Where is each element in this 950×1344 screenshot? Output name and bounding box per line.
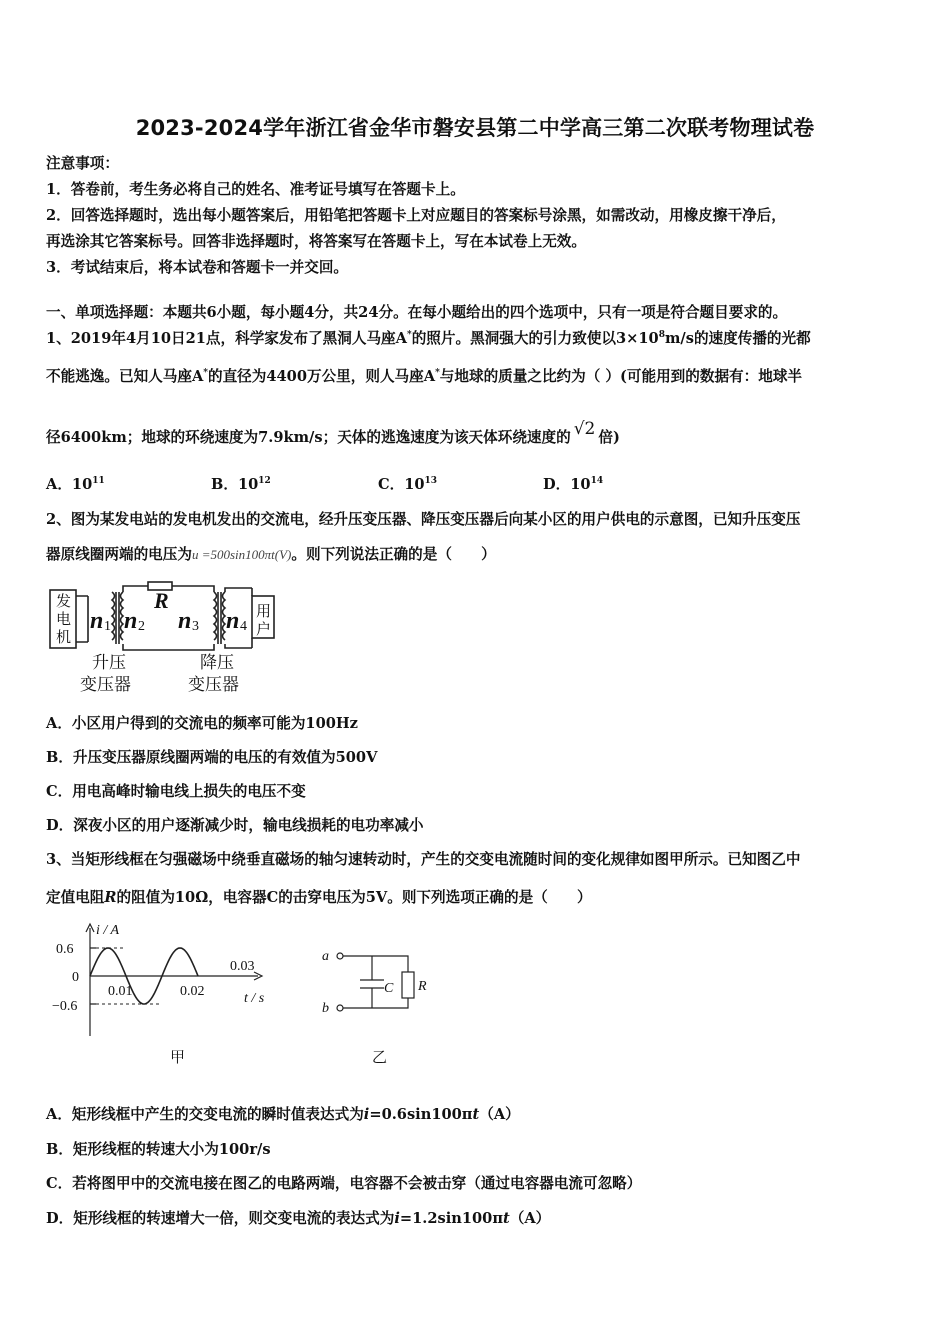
q2-option-d: D．深夜小区的用户逐渐减少时，输电线损耗的电功率减小 xyxy=(46,817,424,834)
terminal-a xyxy=(337,953,343,959)
notice-item: 再选涂其它答案标号。回答非选择题时，将答案写在答题卡上，写在本试卷上无效。 xyxy=(46,233,586,250)
x-tick-label: 0.03 xyxy=(230,959,255,974)
section-heading: 一、单项选择题：本题共6小题，每小题4分，共24分。在每小题给出的四个选项中，只有一项是符合题目要求的。 xyxy=(46,304,788,321)
n4-label: n xyxy=(226,608,240,634)
y-tick-label: 0.6 xyxy=(56,942,74,957)
label-b: b xyxy=(322,1001,329,1016)
q1-option-b: B．$10^{12}$ xyxy=(211,476,271,493)
notice-heading: 注意事项： xyxy=(46,155,119,172)
svg-text:2: 2 xyxy=(138,619,145,634)
q1-option-a: A．$10^{11}$ xyxy=(46,476,105,493)
q1-option-c: C．$10^{13}$ xyxy=(378,476,438,493)
label-a: a xyxy=(322,949,329,964)
q1-option-d: D．$10^{14}$ xyxy=(543,476,604,493)
q2-option-c: C．用电高峰时输电线上损失的电压不变 xyxy=(46,783,306,800)
label-r: R xyxy=(418,979,427,994)
x-axis-label: t / s xyxy=(244,991,265,1006)
sqrt-two: √2 xyxy=(573,419,596,439)
r-label: R xyxy=(154,588,169,613)
x-tick-label: 0.01 xyxy=(108,984,133,999)
page-title: 2023-2024学年浙江省金华市磐安县第二中学高三第二次联考物理试卷 xyxy=(135,116,815,140)
notice-item: 3．考试结束后，将本试卷和答题卡一并交回。 xyxy=(46,259,349,276)
step-down-label: 降压 xyxy=(200,653,234,672)
svg-text:1: 1 xyxy=(104,619,111,634)
y-axis-label: i / A xyxy=(96,923,120,938)
q3-line1: 3、当矩形线框在匀强磁场中绕垂直磁场的轴匀速转动时，产生的交变电流随时间的变化规律如图甲所示。已知图乙中 xyxy=(46,851,801,868)
q3-line2: 定值电阻R的阻值为10Ω，电容器C的击穿电压为5V。则下列选项正确的是（ ） xyxy=(46,889,592,906)
q2-line2: 器原线圈两端的电压为u =500sin100πt(V)。则下列说法正确的是（ ） xyxy=(46,546,496,563)
n3-label: n xyxy=(178,608,192,634)
terminal-b xyxy=(337,1005,343,1011)
q3-option-b: B．矩形线框的转速大小为100r/s xyxy=(46,1141,271,1158)
user-label: 户 xyxy=(256,622,272,638)
generator-label: 发 xyxy=(56,594,72,610)
q2-option-b: B．升压变压器原线圈两端的电压的有效值为500V xyxy=(46,749,378,766)
generator-label: 电 xyxy=(56,612,72,628)
q2-line1: 2、图为某发电站的发电机发出的交流电，经升压变压器、降压变压器后向某小区的用户供电的示意图，已知升压变压 xyxy=(46,511,801,528)
n1-label: n xyxy=(90,608,104,634)
svg-text:4: 4 xyxy=(240,619,247,634)
q3-option-d: D．矩形线框的转速增大一倍，则交变电流的表达式为i=1.2sin100πt（A） xyxy=(46,1210,551,1227)
notice-item: 2．回答选择题时，选出每小题答案后，用铅笔把答题卡上对应题目的答案标号涂黑，如需改动，用橡皮擦干净后， xyxy=(46,207,786,224)
voltage-formula: u =500sin100πt(V) xyxy=(191,547,292,562)
q1-line1: 1、2019年4月10日21点，科学家发布了黑洞人马座A*的照片。黑洞强大的引力致使以$3\times 10^8m/s$的速度传播的光都 xyxy=(46,330,811,347)
step-up-label: 变压器 xyxy=(80,675,131,694)
q1-line3: 径6400km；地球的环绕速度为7.9km/s；天体的逃逸速度为该天体环绕速度的 √2 倍) xyxy=(46,419,620,446)
label-c: C xyxy=(384,981,394,996)
transmission-diagram xyxy=(44,578,284,696)
current-time-graph xyxy=(44,918,284,1066)
step-up-label: 升压 xyxy=(92,653,126,672)
q2-option-a: A．小区用户得到的交流电的频率可能为100Hz xyxy=(46,715,358,732)
y-tick-label: −0.6 xyxy=(52,999,78,1014)
generator-label: 机 xyxy=(56,630,72,646)
capacitor-c xyxy=(360,980,384,988)
svg-text:3: 3 xyxy=(192,619,199,634)
notice-item: 1．答卷前，考生务必将自己的姓名、准考证号填写在答题卡上。 xyxy=(46,181,465,198)
figure-caption: 乙 xyxy=(372,1050,388,1066)
q3-option-a: A．矩形线框中产生的交变电流的瞬时值表达式为i=0.6sin100πt（A） xyxy=(46,1106,520,1123)
rc-circuit xyxy=(318,940,448,1066)
x-tick-label: 0.02 xyxy=(180,984,205,999)
user-label: 用 xyxy=(256,604,272,620)
q3-option-c: C．若将图甲中的交流电接在图乙的电路两端，电容器不会被击穿（通过电容器电流可忽略） xyxy=(46,1175,642,1192)
resistor-r xyxy=(402,972,414,998)
figure-caption: 甲 xyxy=(170,1050,186,1066)
y-tick-label: 0 xyxy=(72,970,79,985)
q1-line2: 不能逃逸。已知人马座A*的直径为4400万公里，则人马座A*与地球的质量之比约为（ ）(可能用到的数据有：地球半 xyxy=(46,368,803,385)
step-down-label: 变压器 xyxy=(188,675,239,694)
n2-label: n xyxy=(124,608,138,634)
